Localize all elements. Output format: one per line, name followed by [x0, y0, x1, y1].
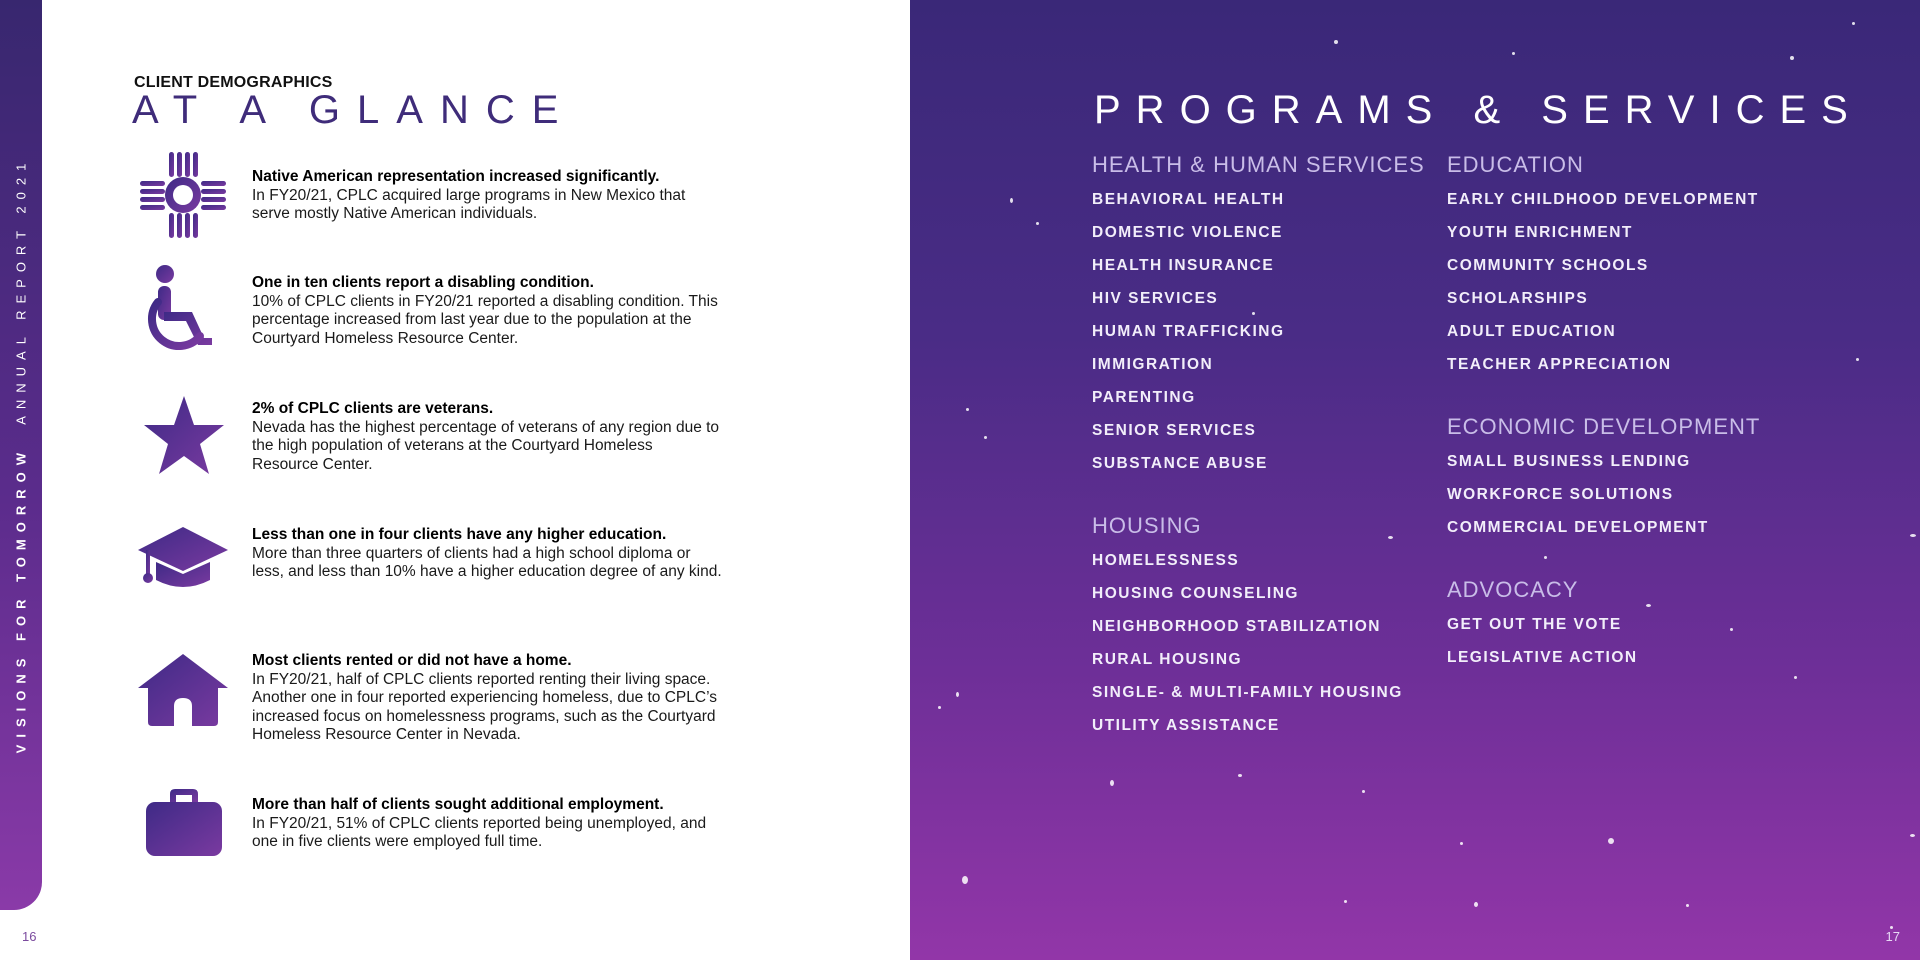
category-heading: HOUSING [1092, 513, 1202, 538]
service-item: ADULT EDUCATION [1447, 323, 1617, 340]
wheelchair-icon [140, 262, 230, 358]
service-item: NEIGHBORHOOD STABILIZATION [1092, 618, 1381, 635]
sparkle [1474, 902, 1478, 907]
item-body: More than three quarters of clients had a high school diploma or less, and less than 10% have a higher education degree of any kind. [252, 544, 722, 580]
service-item: HOUSING COUNSELING [1092, 585, 1299, 602]
service-item: YOUTH ENRICHMENT [1447, 224, 1633, 241]
item-body: In FY20/21, 51% of CPLC clients reported being unemployed, and one in five clients were employed full time. [252, 814, 707, 850]
service-item: HOMELESSNESS [1092, 552, 1240, 569]
item-heading: Native American representation increased significantly. [252, 168, 660, 185]
sparkle [1036, 222, 1039, 225]
list-item [252, 526, 722, 582]
sparkle [1334, 40, 1338, 44]
list-item [252, 274, 722, 348]
sparkle [1794, 676, 1797, 679]
service-item: TEACHER APPRECIATION [1447, 356, 1672, 373]
item-body: Nevada has the highest percentage of veterans of any region due to the high population of veterans at the Courtyard Homeless Resource Center. [252, 418, 720, 473]
service-item: SUBSTANCE ABUSE [1092, 455, 1268, 472]
service-item: LEGISLATIVE ACTION [1447, 649, 1638, 666]
service-item: HEALTH INSURANCE [1092, 257, 1275, 274]
sparkle [1460, 842, 1463, 845]
page-number-left: 16 [22, 929, 37, 944]
section-kicker: CLIENT DEMOGRAPHICS [134, 74, 333, 91]
list-item [252, 796, 722, 852]
page-title-right: PROGRAMS & SERVICES [1094, 88, 1863, 132]
service-item: SMALL BUSINESS LENDING [1447, 453, 1691, 470]
service-group [1447, 577, 1760, 681]
item-body: In FY20/21, CPLC acquired large programs in New Mexico that serve mostly Native American individuals. [252, 186, 686, 222]
briefcase-icon [144, 786, 224, 858]
category-heading: ECONOMIC DEVELOPMENT [1447, 414, 1761, 439]
service-group [1092, 152, 1425, 487]
service-item: BEHAVIORAL HEALTH [1092, 191, 1285, 208]
sparkle [1608, 838, 1614, 844]
list-item [252, 168, 722, 224]
service-item: SENIOR SERVICES [1092, 422, 1257, 439]
page-number-right: 17 [1885, 929, 1900, 944]
service-item: PARENTING [1092, 389, 1196, 406]
service-item: DOMESTIC VIOLENCE [1092, 224, 1283, 241]
service-item: RURAL HOUSING [1092, 651, 1243, 668]
service-item: IMMIGRATION [1092, 356, 1214, 373]
side-band [0, 0, 42, 910]
item-heading: Less than one in four clients have any higher education. [252, 526, 667, 543]
zia-sun-icon [138, 150, 228, 240]
sparkle [1344, 900, 1347, 903]
side-title-light: ANNUAL REPORT 2021 [13, 156, 29, 425]
category-heading: ADVOCACY [1447, 577, 1579, 602]
right-page [910, 0, 1920, 960]
sparkle [938, 706, 941, 709]
sparkle [956, 692, 959, 697]
sparkle [1010, 198, 1013, 203]
services-column-right [1447, 152, 1760, 707]
sparkle [1686, 904, 1689, 907]
service-group [1447, 152, 1760, 388]
sparkle [962, 876, 968, 884]
service-item: COMMERCIAL DEVELOPMENT [1447, 519, 1709, 536]
sparkle [1110, 780, 1114, 786]
star-icon [142, 394, 226, 478]
service-item: WORKFORCE SOLUTIONS [1447, 486, 1674, 503]
service-item: HIV SERVICES [1092, 290, 1219, 307]
item-heading: One in ten clients report a disabling condition. [252, 274, 594, 291]
sparkle [1910, 534, 1916, 537]
service-group [1092, 513, 1425, 749]
sparkle [1852, 22, 1855, 25]
services-column-left [1092, 152, 1425, 775]
sparkle [1856, 358, 1859, 361]
list-item [252, 400, 722, 474]
item-heading: More than half of clients sought additional employment. [252, 796, 664, 813]
service-item: HUMAN TRAFFICKING [1092, 323, 1285, 340]
side-title-bold: VISIONS FOR TOMORROW [13, 446, 29, 754]
sparkle [966, 408, 969, 411]
item-body: 10% of CPLC clients in FY20/21 reported a disabling condition. This percentage increased from last year due to the population at the Courtyard Homeless Resource Center. [252, 292, 718, 347]
side-title [14, 157, 29, 754]
item-heading: 2% of CPLC clients are veterans. [252, 400, 494, 417]
service-item: SINGLE- & MULTI-FAMILY HOUSING [1092, 684, 1403, 701]
service-item: COMMUNITY SCHOOLS [1447, 257, 1649, 274]
sparkle [1512, 52, 1515, 55]
item-heading: Most clients rented or did not have a home. [252, 652, 572, 669]
service-group [1447, 414, 1760, 551]
sparkle [1362, 790, 1365, 793]
sparkle [984, 436, 987, 439]
page-title: AT A GLANCE [132, 88, 576, 132]
left-page [0, 0, 910, 960]
category-heading: EDUCATION [1447, 152, 1584, 177]
sparkle [1790, 56, 1794, 60]
sparkle [1910, 834, 1915, 837]
item-body: In FY20/21, half of CPLC clients reported renting their living space. Another one in four reported experiencing homeless, due to CPLC’s increased focus on homelessness programs, such as the Courtyard Homeless Resource Center in Nevada. [252, 670, 717, 743]
service-item: GET OUT THE VOTE [1447, 616, 1622, 633]
house-icon [136, 652, 230, 728]
graduation-cap-icon [136, 524, 230, 594]
service-item: SCHOLARSHIPS [1447, 290, 1589, 307]
service-item: UTILITY ASSISTANCE [1092, 717, 1280, 734]
list-item [252, 652, 722, 745]
category-heading: HEALTH & HUMAN SERVICES [1092, 152, 1425, 177]
service-item: EARLY CHILDHOOD DEVELOPMENT [1447, 191, 1759, 208]
